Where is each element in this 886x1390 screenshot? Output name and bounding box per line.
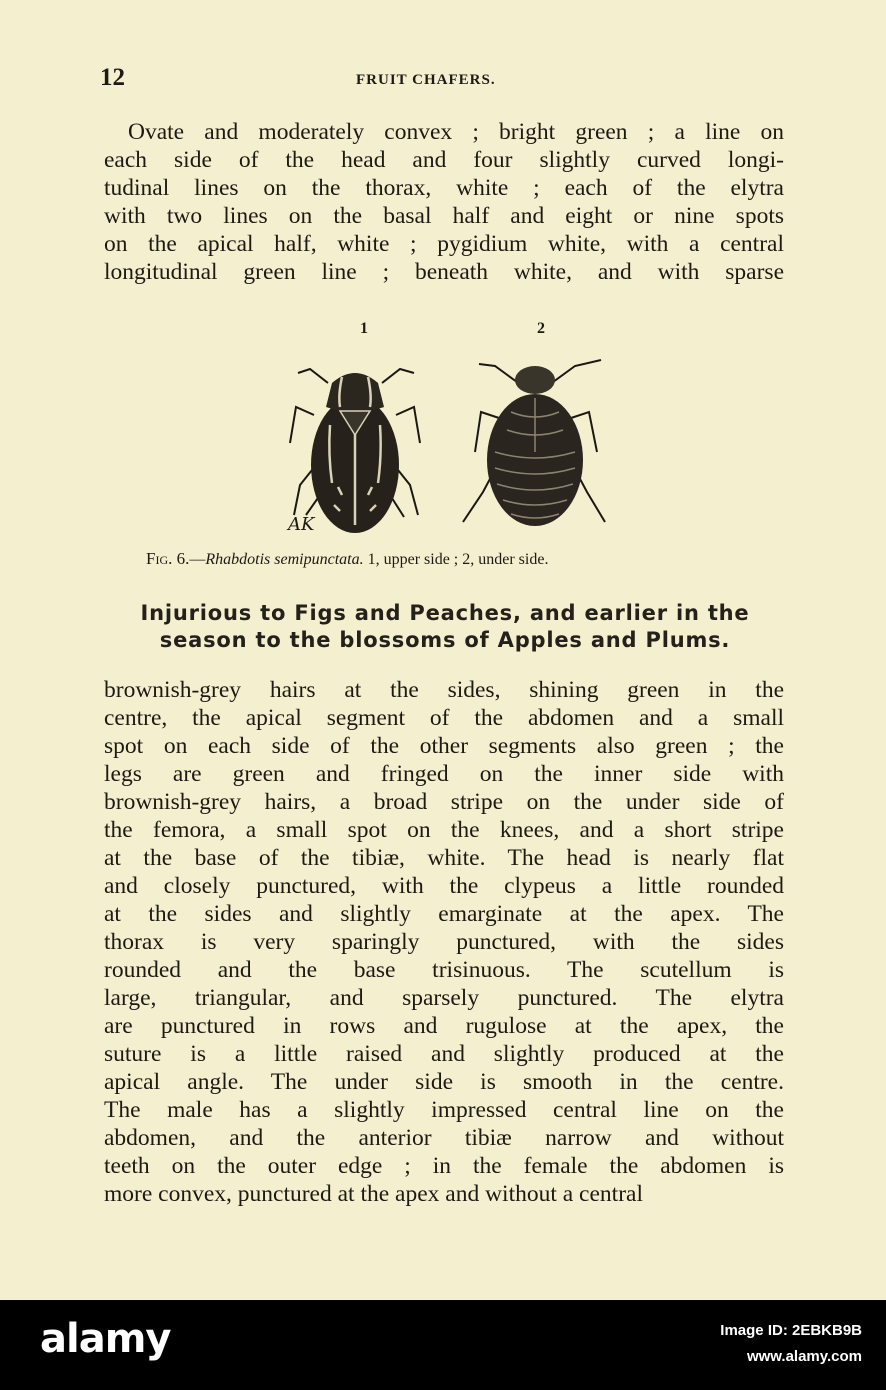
- handwritten-note: [100, 600, 790, 654]
- text-line: longitudinal green line ; beneath white, and with sparse: [104, 259, 784, 285]
- text-line: and closely punctured, with the clypeus a little rounded: [104, 873, 784, 899]
- caption-species-name: Rhabdotis semipunctata.: [205, 551, 364, 568]
- text-line: more convex, punctured at the apex and without a central: [104, 1181, 643, 1207]
- text-line: each side of the head and four slightly curved longi-: [104, 147, 784, 173]
- figure-label-2: 2: [537, 320, 545, 337]
- caption-figure-number: Fig. 6.: [146, 549, 190, 568]
- text-line: abdomen, and the anterior tibiæ narrow and without: [104, 1125, 784, 1151]
- paragraph-1: [104, 118, 784, 286]
- text-line: apical angle. The under side is smooth in the centre.: [104, 1069, 784, 1095]
- text-line: with two lines on the basal half and eight or nine spots: [104, 203, 784, 229]
- alamy-logo: alamy: [40, 1316, 171, 1362]
- text-line: suture is a little raised and slightly produced at the: [104, 1041, 784, 1067]
- text-line: the femora, a small spot on the knees, and a short stripe: [104, 817, 784, 843]
- text-line: centre, the apical segment of the abdomen and a small: [104, 705, 784, 731]
- text-line: tudinal lines on the thorax, white ; each of the elytra: [104, 175, 784, 201]
- text-line: Ovate and moderately convex ; bright green ; a line on: [128, 119, 784, 145]
- page-number: 12: [100, 64, 125, 91]
- text-line: brownish-grey hairs, a broad stripe on the under side of: [104, 789, 784, 815]
- text-line: are punctured in rows and rugulose at the apex, the: [104, 1013, 784, 1039]
- image-id-label: Image ID: 2EBKB9B: [720, 1322, 862, 1339]
- handwritten-note-line: Injurious to Figs and Peaches, and earlier in the: [140, 601, 750, 625]
- site-url: www.alamy.com: [746, 1348, 862, 1365]
- caption-description: 1, upper side ; 2, under side.: [363, 551, 549, 568]
- text-line: The male has a slightly impressed central line on the: [104, 1097, 784, 1123]
- figure-label-1: 1: [360, 320, 368, 337]
- text-line: at the base of the tibiæ, white. The head is nearly flat: [104, 845, 784, 871]
- illustrator-signature: AK: [288, 514, 315, 535]
- text-line: brownish-grey hairs at the sides, shining green in the: [104, 677, 784, 703]
- text-line: large, triangular, and sparsely punctured. The elytra: [104, 985, 784, 1011]
- beetle-upper-side-illustration: [280, 355, 430, 540]
- paragraph-2: [104, 676, 784, 1208]
- running-head: FRUIT CHAFERS.: [356, 72, 496, 88]
- text-line: teeth on the outer edge ; in the female the abdomen is: [104, 1153, 784, 1179]
- text-line: thorax is very sparingly punctured, with the sides: [104, 929, 784, 955]
- handwritten-note-line: season to the blossoms of Apples and Plums.: [159, 628, 731, 652]
- text-line: legs are green and fringed on the inner side with: [104, 761, 784, 787]
- caption-dash: —: [189, 551, 206, 568]
- text-line: at the sides and slightly emarginate at the apex. The: [104, 901, 784, 927]
- text-line: rounded and the base trisinuous. The scutellum is: [104, 957, 784, 983]
- text-line: spot on each side of the other segments also green ; the: [104, 733, 784, 759]
- beetle-under-side-illustration: [455, 352, 615, 537]
- text-line: on the apical half, white ; pygidium white, with a central: [104, 231, 784, 257]
- figure-caption: [146, 549, 548, 569]
